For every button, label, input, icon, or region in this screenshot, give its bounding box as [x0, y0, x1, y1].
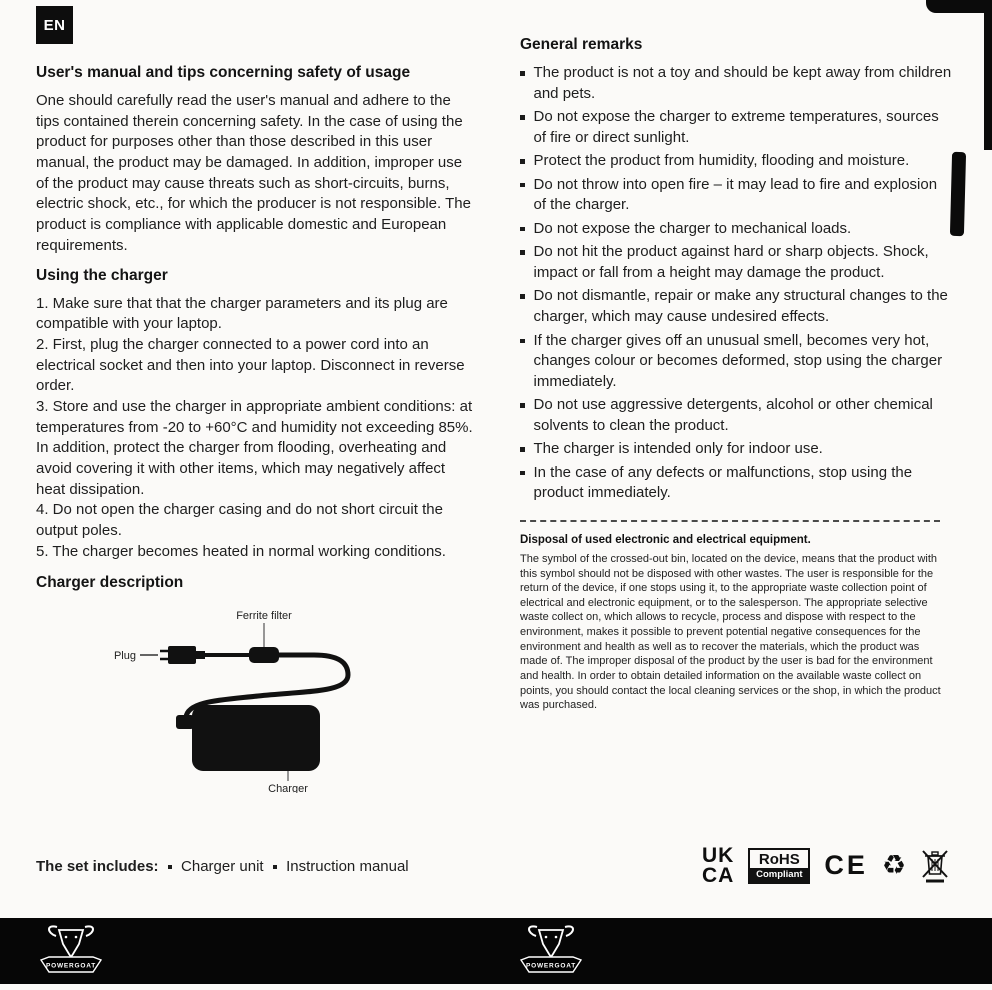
using-charger-heading: Using the charger: [36, 266, 168, 284]
certification-logos: [702, 846, 950, 886]
left-column: [36, 64, 474, 793]
list-item: [520, 107, 952, 148]
ferrite-filter-shape: [249, 647, 279, 663]
step-2: 2. First, plug the charger connected to a power cord into an electrical socket and then into your laptop. Disconnect in reverse order.: [36, 335, 465, 395]
ukca-mark: [702, 846, 734, 886]
charger-label: Charger: [268, 783, 308, 794]
bullet-square-icon: [520, 227, 525, 232]
list-item-text: Do not hit the product against hard or sharp objects. Shock, impact or fall from a height may damage the product.: [533, 243, 929, 281]
powergoat-logo: [516, 922, 586, 980]
list-item: [520, 463, 952, 504]
step-1: 1. Make sure that that the charger parameters and its plug are compatible with your laptop.: [36, 294, 448, 333]
language-badge: [36, 6, 73, 44]
charger-body: [192, 705, 320, 771]
bullet-square-icon: [520, 447, 525, 452]
using-charger-steps: [36, 294, 474, 563]
set-includes-line: [36, 858, 409, 875]
general-remarks-list: [520, 63, 952, 504]
charger-description-heading: Charger description: [36, 574, 184, 592]
rohs-mark: [748, 848, 810, 884]
rohs-title: RoHS: [758, 850, 800, 868]
recycling-icon: ♻: [881, 850, 907, 881]
set-includes-label: The set includes:: [36, 858, 159, 875]
powergoat-banner-text: POWERGOAT: [525, 962, 577, 970]
list-item: [520, 151, 952, 172]
bullet-square-icon: [273, 865, 278, 870]
general-remarks-heading: General remarks: [520, 36, 643, 53]
list-item-text: The product is not a toy and should be kept away from children and pets.: [533, 64, 952, 102]
step-3: 3. Store and use the charger in appropriate ambient conditions: at temperatures from -20 to +60°C and humidity not exceeding 85%. In addition, protect the charger from flooding, overheating and avoid covering it with other items, which may negatively affect heat dissipation.: [36, 397, 473, 498]
bullet-square-icon: [520, 403, 525, 408]
right-column: [520, 36, 952, 713]
list-item: [520, 175, 952, 216]
dashed-divider: [520, 520, 940, 522]
rohs-compliant: Compliant: [750, 868, 808, 882]
bullet-square-icon: [520, 339, 525, 344]
bullet-square-icon: [520, 159, 525, 164]
bullet-square-icon: [168, 865, 173, 870]
ferrite-filter-label: Ferrite filter: [236, 610, 292, 623]
step-5: 5. The charger becomes heated in normal working conditions.: [36, 542, 446, 560]
powergoat-banner-text: POWERGOAT: [45, 962, 97, 970]
ce-mark: CE: [824, 850, 868, 881]
charger-diagram-drawing: [36, 601, 474, 793]
disposal-paragraph: The symbol of the crossed-out bin, located on the device, means that the product with this symbol should not be disposed with other wastes. The user is responsible for the return of the device, if one stops using it, to the appropriate waste collection point of electrical and electronic equipment, or to the salesperson. The appropriate selective waste collect on, which allows to recycle, process and dispose with respect to the environment, makes it possible to prevent potential negative consequences for the environment and health as well as to recover the materials, which the product was made of. The improper disposal of the product by the user is bad for the environment and health. In order to obtain detailed information on the available waste collect on points, you should contact the local cleaning services or the shop, in which the product was purchased.: [520, 552, 941, 712]
bullet-square-icon: [520, 471, 525, 476]
set-item-instruction-manual: Instruction manual: [286, 858, 409, 875]
list-item: [520, 286, 952, 327]
ukca-uk: UK: [702, 844, 735, 867]
list-item-text: If the charger gives off an unusual smell, becomes very hot, changes colour or becomes deformed, stop using the charger immediately.: [533, 331, 943, 390]
powergoat-logo: [36, 922, 106, 980]
bullet-square-icon: [520, 183, 525, 188]
bullet-square-icon: [520, 71, 525, 76]
ukca-ca: CA: [702, 863, 735, 887]
disposal-heading: Disposal of used electronic and electrical equipment.: [520, 533, 811, 546]
plug-shape: [160, 646, 205, 664]
safety-heading: User's manual and tips concerning safety of usage: [36, 64, 411, 81]
language-badge-label: EN: [43, 16, 66, 34]
weee-crossed-bin-icon: [920, 847, 950, 885]
plug-label: Plug: [113, 650, 136, 663]
list-item: [520, 395, 952, 436]
list-item-text: Protect the product from humidity, flooding and moisture.: [533, 152, 910, 170]
charger-diagram: [36, 601, 474, 793]
safety-paragraph: One should carefully read the user's manual and adhere to the tips contained therein concerning safety. In the case of using the product for purposes other than those described in this user manual, the product may be damaged. In addition, improper use of the product may cause threats such as short-circuits, burns, electric shock, etc., for which the producer is not responsible. The product is compliance with applicable domestic and European requirements.: [36, 92, 471, 254]
set-item-charger-unit: Charger unit: [181, 858, 264, 875]
step-4: 4. Do not open the charger casing and do not short circuit the output poles.: [36, 501, 443, 540]
charger-inlet: [176, 715, 194, 729]
bullet-square-icon: [520, 250, 525, 255]
footer-bar: [0, 918, 992, 984]
scan-artifact-mark: [950, 152, 966, 236]
list-item-text: Do not expose the charger to extreme temperatures, sources of fire or direct sunlight.: [533, 108, 939, 146]
list-item: [520, 242, 952, 283]
scan-artifact-edge: [984, 0, 992, 150]
list-item: [520, 63, 952, 104]
list-item: [520, 219, 952, 240]
list-item-text: In the case of any defects or malfunctions, stop using the product immediately.: [533, 463, 913, 502]
bullet-square-icon: [520, 115, 525, 120]
list-item-text: Do not expose the charger to mechanical loads.: [533, 219, 852, 237]
list-item-text: Do not throw into open fire – it may lead to fire and explosion of the charger.: [533, 175, 938, 214]
bullet-square-icon: [520, 294, 525, 299]
list-item: [520, 439, 952, 460]
list-item-text: Do not dismantle, repair or make any structural changes to the charger, which may cause undesired effects.: [533, 287, 948, 326]
list-item-text: Do not use aggressive detergents, alcohol or other chemical solvents to clean the product.: [533, 396, 933, 434]
list-item-text: The charger is intended only for indoor use.: [533, 440, 823, 458]
list-item: [520, 331, 952, 393]
scan-artifact-corner: [926, 0, 992, 13]
